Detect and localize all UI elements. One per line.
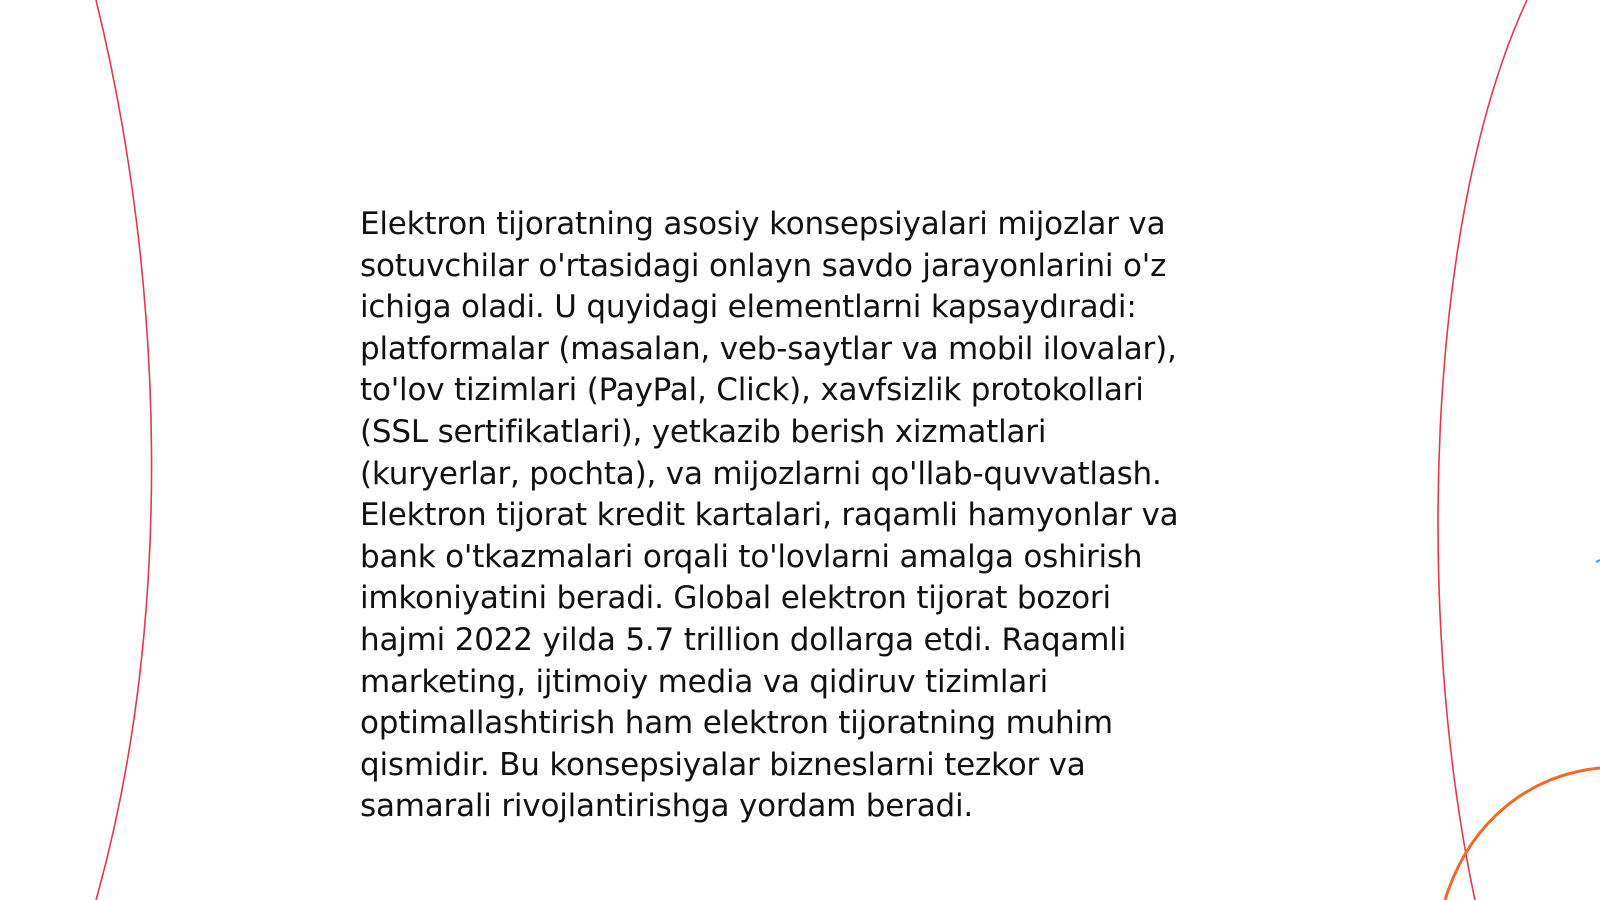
right-red-curve xyxy=(1438,0,1527,900)
bottom-right-orange-arc xyxy=(1445,768,1600,900)
right-blue-accent xyxy=(1596,560,1600,562)
left-red-curve xyxy=(96,0,152,900)
body-paragraph: Elektron tijoratning asosiy konsepsiyalari mijozlar va sotuvchilar o'rtasidagi onlayn savdo jarayonlarini o'z ichiga oladi. U quyidagi elementlarni kapsaydıradi: platformalar (masalan, veb-saytlar va mobil ilovalar), to'lov tizimlari (PayPal, Click), xavfsizlik protokollari (SSL sertifikatlari), yetkazib berish xizmatlari (kuryerlar, pochta), va mijozlarni qo'llab-quvvatlash. Elektron tijorat kredit kartalari, raqamli hamyonlar va bank o'tkazmalari orqali to'lovlarni amalga oshirish imkoniyatini beradi. Global elektron tijorat bozori hajmi 2022 yilda 5.7 trillion dollarga etdi. Raqamli marketing, ijtimoiy media va qidiruv tizimlari optimallashtirish ham elektron tijoratning muhim qismidir. Bu konsepsiyalar bizneslarni tezkor va samarali rivojlantirishga yordam beradi. xyxy=(360,206,1179,825)
